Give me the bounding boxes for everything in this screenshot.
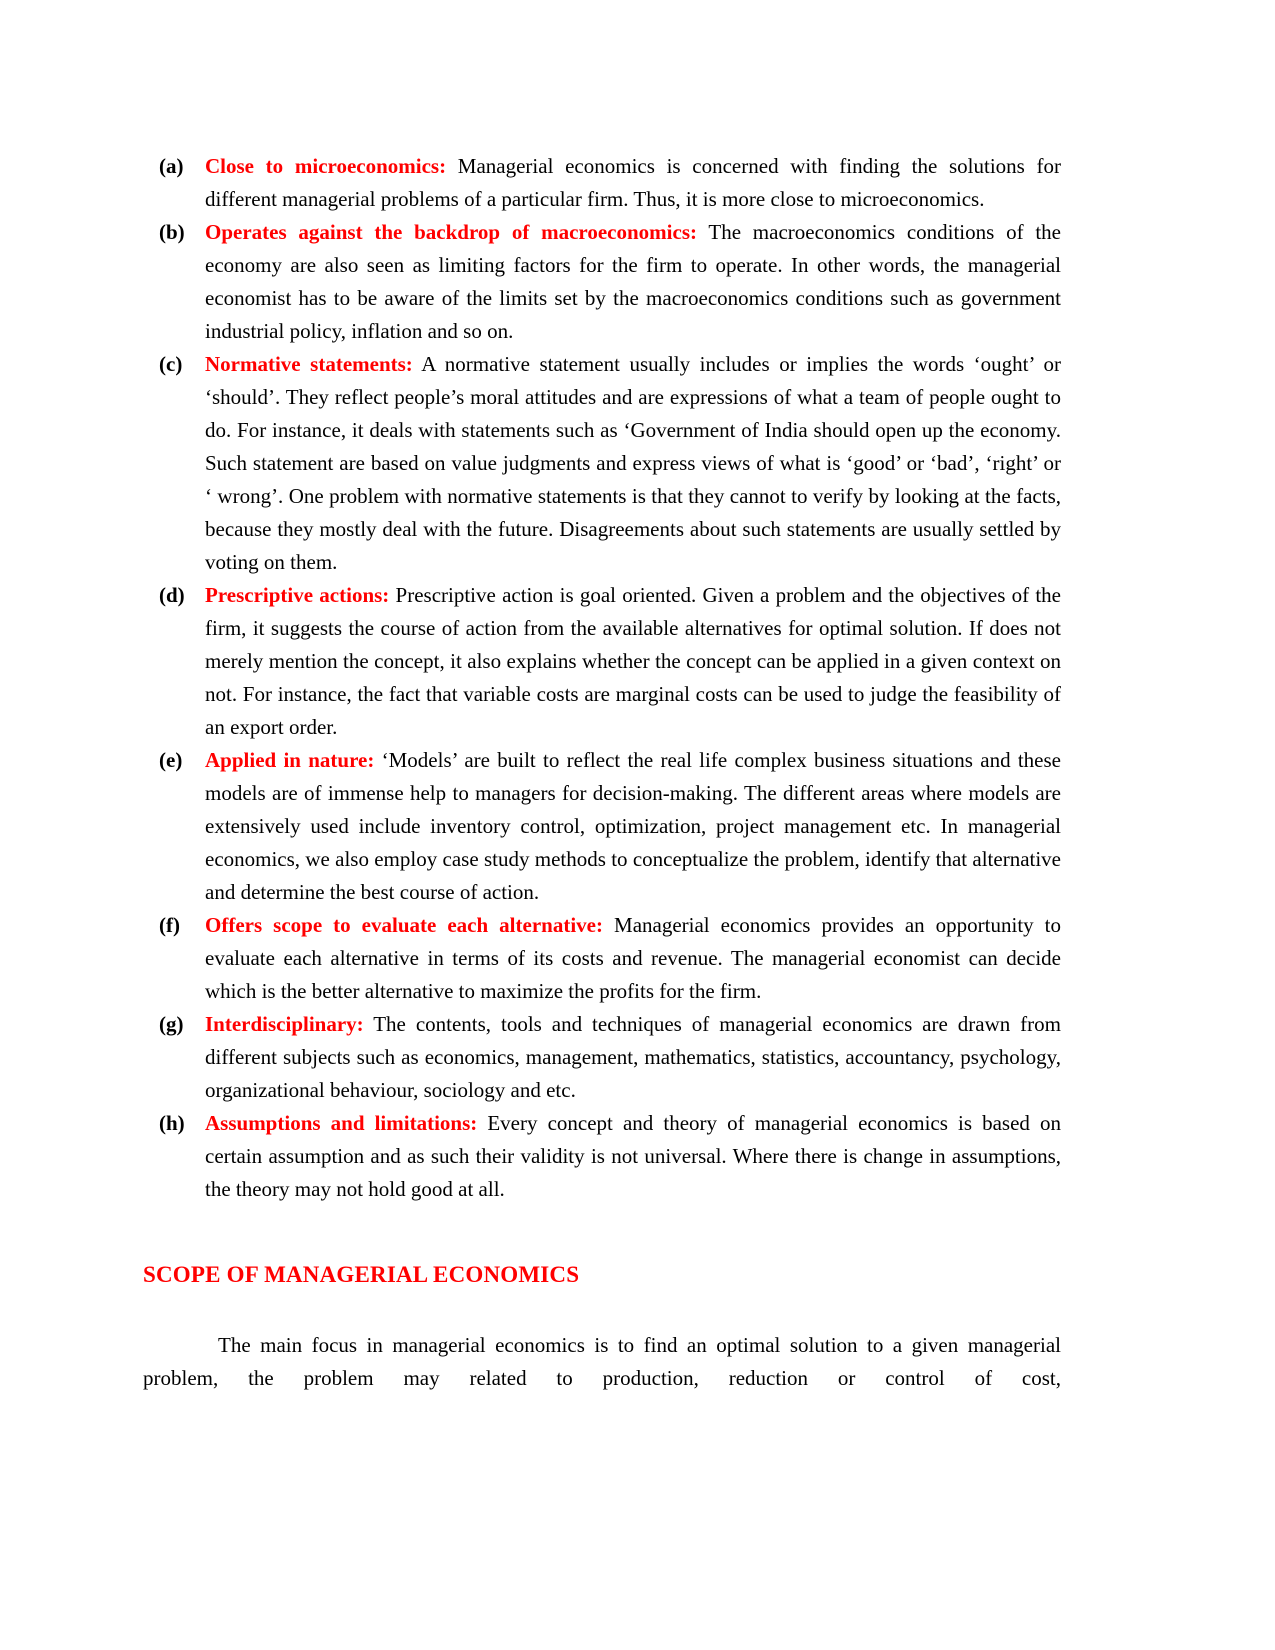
item-body: A normative statement usually includes or implies the words ‘ought’ or ‘should’. They reflect people’s moral attitudes and are expressions of what a team of people ought to do. For instance, it deals with statements such as ‘Government of India should open up the economy. Such statement are based on value judgments and express views of what is ‘good’ or ‘bad’, ‘right’ or ‘ wrong’. One problem with normative statements is that they cannot to verify by looking at the facts, because they mostly deal with the future. Disagreements about such statements are usually settled by voting on them.: [205, 352, 1061, 574]
item-marker: (e): [159, 748, 183, 772]
item-text: [205, 1008, 1061, 1107]
item-heading: Offers scope to evaluate each alternative:: [205, 913, 603, 937]
item-text: [205, 1107, 1061, 1206]
item-text: [205, 150, 1061, 216]
closing-paragraph: The main focus in managerial economics is to find an optimal solution to a given managerial problem, the problem may related to production, reduction or control of cost,: [143, 1333, 1061, 1390]
item-body: Every concept and theory of managerial economics is based on certain assumption and as such their validity is not universal. Where there is change in assumptions, the theory may not hold good at all.: [205, 1111, 1061, 1201]
item-body: ‘Models’ are built to reflect the real life complex business situations and these models are of immense help to managers for decision-making. The different areas where models are extensively used include inventory control, optimization, project management etc. In managerial economics, we also employ case study methods to conceptualize the problem, identify that alternative and determine the best course of action.: [205, 748, 1061, 904]
item-heading: Applied in nature:: [205, 748, 375, 772]
list-item: [143, 744, 1061, 909]
item-body: The contents, tools and techniques of managerial economics are drawn from different subjects such as economics, management, mathematics, statistics, accountancy, psychology, organizational behaviour, sociology and etc.: [205, 1012, 1061, 1102]
item-text: [205, 348, 1061, 579]
list-item: [143, 348, 1061, 579]
feature-list: [143, 150, 1061, 1206]
item-heading: Interdisciplinary:: [205, 1012, 364, 1036]
item-marker: (g): [159, 1012, 184, 1036]
item-body: Managerial economics provides an opportunity to evaluate each alternative in terms of its costs and revenue. The managerial economist can decide which is the better alternative to maximize the profits for the firm.: [205, 913, 1062, 1003]
item-heading: Assumptions and limitations:: [205, 1111, 478, 1135]
item-text: [205, 744, 1061, 909]
item-body: Managerial economics is concerned with finding the solutions for different managerial problems of a particular firm. Thus, it is more close to microeconomics.: [205, 154, 1061, 211]
item-marker: (a): [159, 154, 184, 178]
item-body: Prescriptive action is goal oriented. Given a problem and the objectives of the firm, it suggests the course of action from the available alternatives for optimal solution. If does not merely mention the concept, it also explains whether the concept can be applied in a given context on not. For instance, the fact that variable costs are marginal costs can be used to judge the feasibility of an export order.: [205, 583, 1062, 739]
list-item: [143, 216, 1061, 348]
item-marker: (f): [159, 913, 180, 937]
item-heading: Prescriptive actions:: [205, 583, 390, 607]
item-marker: (c): [159, 352, 183, 376]
item-marker: (d): [159, 583, 185, 607]
list-item: [143, 1107, 1061, 1206]
item-heading: Close to microeconomics:: [205, 154, 447, 178]
item-body: The macroeconomics conditions of the economy are also seen as limiting factors for the firm to operate. In other words, the managerial economist has to be aware of the limits set by the macroeconomics conditions such as government industrial policy, inflation and so on.: [205, 220, 1061, 343]
item-text: [205, 579, 1061, 744]
list-item: [143, 909, 1061, 1008]
list-item: [143, 579, 1061, 744]
item-marker: (b): [159, 220, 185, 244]
item-heading: Operates against the backdrop of macroeconomics:: [205, 220, 697, 244]
section-heading: SCOPE OF MANAGERIAL ECONOMICS: [143, 1262, 580, 1287]
list-item: [143, 1008, 1061, 1107]
item-heading: Normative statements:: [205, 352, 413, 376]
item-text: [205, 909, 1061, 1008]
list-item: [143, 150, 1061, 216]
item-marker: (h): [159, 1111, 185, 1135]
item-text: [205, 216, 1061, 348]
